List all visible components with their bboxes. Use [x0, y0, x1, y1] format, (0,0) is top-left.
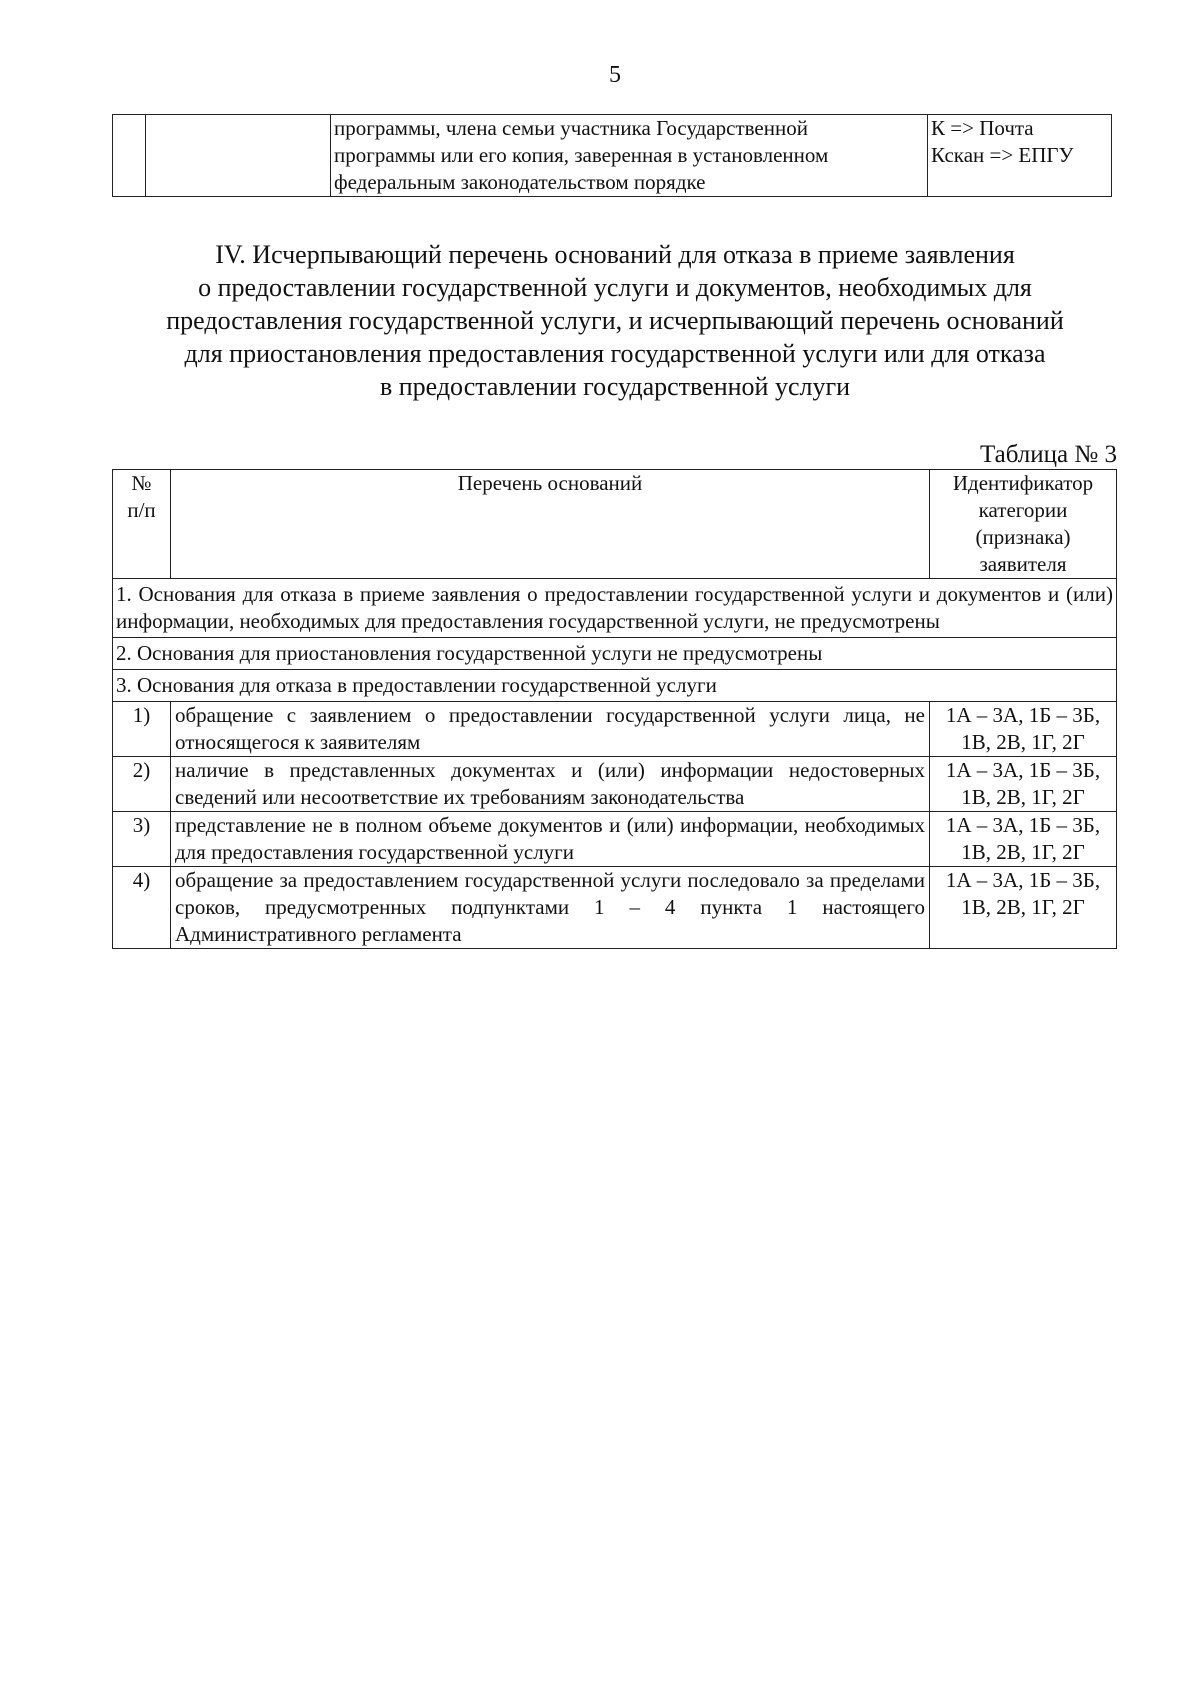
header-identifier-line: Идентификатор: [952, 471, 1094, 495]
row-identifier-line: 1В, 2В, 1Г, 2Г: [961, 895, 1085, 919]
group-3-text: 3. Основания для отказа в предоставлении государственной услуги: [113, 670, 1117, 702]
row-number: 4): [113, 867, 171, 949]
continuation-table: [112, 114, 1112, 197]
continuation-text-line: программы или его копия, заверенная в установленном: [334, 143, 829, 167]
header-num-symbol: №: [131, 471, 152, 495]
table-cell-empty: [113, 115, 146, 197]
heading-line: в предоставлении государственной услуги: [379, 372, 851, 401]
page-number: 5: [609, 62, 621, 88]
row-identifier-line: 1А – 3А, 1Б – 3Б,: [945, 758, 1101, 782]
header-identifier-line: (признака): [975, 525, 1071, 549]
table-cell-empty: [146, 115, 331, 197]
row-identifier-line: 1В, 2В, 1Г, 2Г: [961, 840, 1085, 864]
grounds-table: [112, 469, 1117, 949]
header-identifier-cell: [930, 470, 1117, 579]
row-identifier-line: 1В, 2В, 1Г, 2Г: [961, 730, 1085, 754]
table-row: [113, 115, 1112, 197]
row-identifier: [930, 812, 1117, 867]
table-row: [113, 757, 1117, 812]
continuation-text-line: федеральным законодательством порядке: [334, 170, 706, 194]
table-caption: Таблица № 3: [979, 441, 1117, 468]
table-row: [113, 702, 1117, 757]
group-1-text: 1. Основания для отказа в приеме заявления о предоставлении государственной услуги и документов и (или) информации, необходимых для предоставления государственной услуги, не предусмотрены: [113, 579, 1117, 638]
header-identifier-line: заявителя: [979, 552, 1067, 576]
row-identifier-line: 1В, 2В, 1Г, 2Г: [961, 785, 1085, 809]
continuation-identifier-cell: [928, 115, 1112, 197]
continuation-text-cell: [331, 115, 928, 197]
row-text: представление не в полном объеме документов и (или) информации, необходимых для предоставления государственной услуги: [171, 812, 930, 867]
row-identifier: [930, 702, 1117, 757]
table-row: [113, 867, 1117, 949]
group-2-text: 2. Основания для приостановления государственной услуги не предусмотрены: [113, 638, 1117, 670]
header-grounds-cell: Перечень оснований: [171, 470, 930, 579]
row-identifier: [930, 757, 1117, 812]
row-identifier-line: 1А – 3А, 1Б – 3Б,: [945, 813, 1101, 837]
row-number: 3): [113, 812, 171, 867]
identifier-line: К => Почта: [931, 116, 1034, 140]
table-group-row: [113, 670, 1117, 702]
row-number: 2): [113, 757, 171, 812]
table-group-row: [113, 579, 1117, 638]
row-number: 1): [113, 702, 171, 757]
continuation-text-line: программы, члена семьи участника Государственной: [334, 116, 808, 140]
heading-line: для приостановления предоставления государственной услуги или для отказа: [184, 339, 1046, 368]
heading-line: IV. Исчерпывающий перечень оснований для отказа в приеме заявления: [215, 240, 1015, 269]
table-row: [113, 812, 1117, 867]
header-num-cell: [113, 470, 171, 579]
row-identifier: [930, 867, 1117, 949]
row-text: наличие в представленных документах и (или) информации недостоверных сведений или несоответствие их требованиям законодательства: [171, 757, 930, 812]
table-group-row: [113, 638, 1117, 670]
row-text: обращение с заявлением о предоставлении государственной услуги лица, не относящегося к заявителям: [171, 702, 930, 757]
table-header-row: [113, 470, 1117, 579]
row-identifier-line: 1А – 3А, 1Б – 3Б,: [945, 703, 1101, 727]
identifier-line: Кскан => ЕПГУ: [931, 143, 1074, 167]
header-num-label: п/п: [127, 498, 156, 522]
section-heading: [100, 238, 1130, 403]
heading-line: предоставления государственной услуги, и исчерпывающий перечень оснований: [166, 306, 1064, 335]
row-text: обращение за предоставлением государственной услуги последовало за пределами сроков, предусмотренных подпунктами 1 – 4 пункта 1 настоящего Административного регламента: [171, 867, 930, 949]
header-identifier-line: категории: [978, 498, 1068, 522]
row-identifier-line: 1А – 3А, 1Б – 3Б,: [945, 868, 1101, 892]
heading-line: о предоставлении государственной услуги и документов, необходимых для: [198, 273, 1032, 302]
